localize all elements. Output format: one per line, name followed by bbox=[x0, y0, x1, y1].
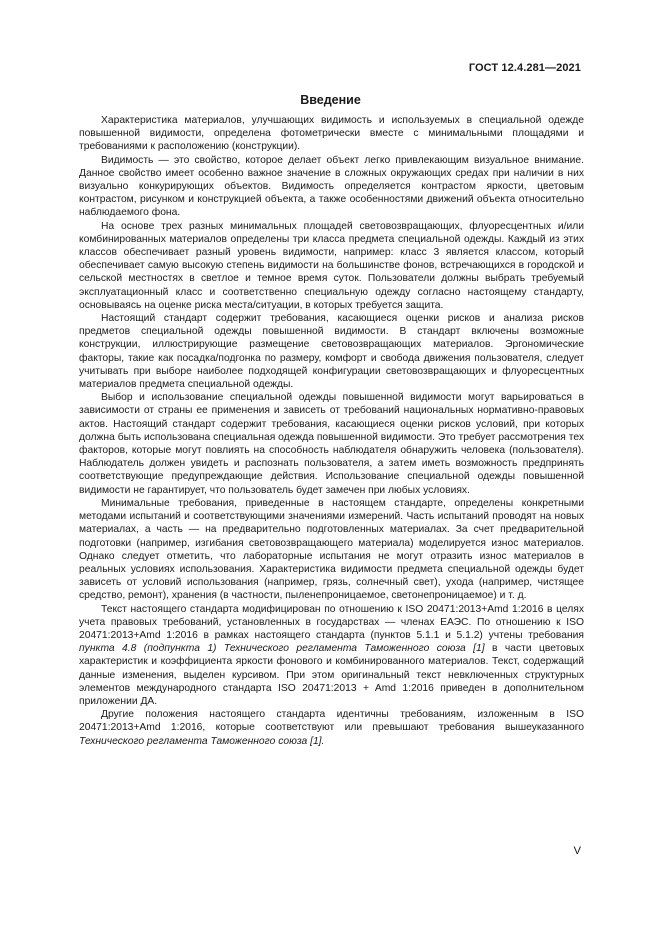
document-body bbox=[79, 114, 584, 748]
italic-reference: Технического регламента Таможенного союза [1]. bbox=[79, 735, 325, 747]
paragraph-text: Минимальные требования, приведенные в настоящем стандарте, определены конкретными методами испытаний и соответствующими значениями измерений. Часть испытаний проводят на новых материалах, а часть — на предварительно подготовленных материалах. За счет предварительной подготовки (например, изгибания световозвращающего материала) моделируется износ материалов. Однако следует отметить, что лабораторные испытания не могут отразить износ материалов в реальных условиях использования. Характеристика видимости предмета специальной одежды будет зависеть от условий использования (например, грязь, солнечный свет), ухода (например, чистящее средство, ремонт), хранения (в частности, пыленепроницаемое, светонепроницаемое) и т. д. bbox=[79, 497, 584, 602]
paragraph-text: Настоящий стандарт содержит требования, касающиеся оценки рисков и анализа рисков предметов специальной одежды повышенной видимости. В стандарт включены возможные конструкции, иллюстрирующие размещение световозвращающих материалов. Эргономические факторы, такие как посадка/подгонка по размеру, комфорт и свобода движения пользователя, следует учитывать при выборе наиболее подходящей конфигурации световозвращающих и флуоресцентных материалов предмета специальной одежды. bbox=[79, 313, 584, 391]
paragraph bbox=[79, 497, 584, 603]
paragraph bbox=[79, 154, 584, 220]
page-number: V bbox=[573, 845, 581, 857]
paragraph bbox=[79, 312, 584, 391]
paragraph-text: Другие положения настоящего стандарта идентичны требованиям, изложенным в ISO 20471:2013+Amd 1:2016, которые соответствуют или превышают требования вышеуказанного bbox=[79, 709, 584, 734]
paragraph-text: Характеристика материалов, улучшающих видимость и используемых в специальной одежде повышенной видимости, определена фотометрически вместе с минимальными площадями и требованиями к расположению (конструкции). bbox=[79, 115, 584, 153]
paragraph-text: Текст настоящего стандарта модифицирован по отношению к ISO 20471:2013+Amd 1:2016 в целях учета правовых требований, установленных в государствах — членах ЕАЭС. По отношению к ISO 20471:2013+Amd 1:2016 в рамках настоящего стандарта (пунктов 5.1.1 и 5.1.2) учтены требования bbox=[79, 603, 584, 641]
document-header: ГОСТ 12.4.281—2021 bbox=[468, 62, 581, 74]
section-title: Введение bbox=[300, 93, 361, 107]
paragraph bbox=[79, 220, 584, 312]
paragraph bbox=[79, 603, 584, 709]
paragraph-text: Видимость — это свойство, которое делает объект легко привлекающим визуальное внимание. Данное свойство имеет особенно важное значение в сложных окружающих средах при наличии в них визуально конкурирующих объектов. Видимость определяется контрастом яркости, цветовым контрастом, рисунком и конструкцией объекта, а также особенностями движений объекта относительно наблюдаемого фона. bbox=[79, 154, 584, 219]
italic-reference: пункта 4.8 (подпункта 1) Технического регламента Таможенного союза [1] bbox=[79, 643, 485, 655]
paragraph bbox=[79, 708, 584, 748]
paragraph bbox=[79, 391, 584, 497]
paragraph-text: На основе трех разных минимальных площадей световозвращающих, флуоресцентных и/или комбинированных материалов определены три класса предмета специальной одежды. Каждый из этих классов обеспечивает разный уровень видимости, например: класс 3 является классом, который обеспечивает самую высокую степень видимости на большинстве фонов, встречающихся в городской и сельской местностях в светлое и темное время суток. Пользователи должны выбрать требуемый эксплуатационный класс и соответственно специальную одежду согласно настоящему стандарту, основываясь на оценке риска места/ситуации, в которых требуется защита. bbox=[79, 220, 584, 311]
paragraph bbox=[79, 114, 584, 154]
paragraph-text: Выбор и использование специальной одежды повышенной видимости могут варьироваться в зависимости от страны ее применения и зависеть от требований национальных нормативно-правовых актов. Настоящий стандарт содержит требования, касающиеся оценки рисков условий, при которых должна быть использована специальная одежда повышенной видимости. Это требует рассмотрения тех факторов, которые могут повлиять на способность наблюдателя обнаружить человека (пользователя). Наблюдатель должен увидеть и распознать пользователя, а затем иметь возможность предпринять соответствующие предупреждающие действия. Использование специальной одежды повышенной видимости не гарантирует, что пользователь будет замечен при любых условиях. bbox=[79, 392, 584, 496]
paragraph-text: в части цветовых характеристик и коэффициента яркости фонового и комбинированного материалов. Текст, содержащий данные изменения, выделен курсивом. При этом оригинальный текст невключенных структурных элементов международного стандарта ISO 20471:2013 + Amd 1:2016 приведен в дополнительном приложении ДА. bbox=[79, 643, 584, 707]
